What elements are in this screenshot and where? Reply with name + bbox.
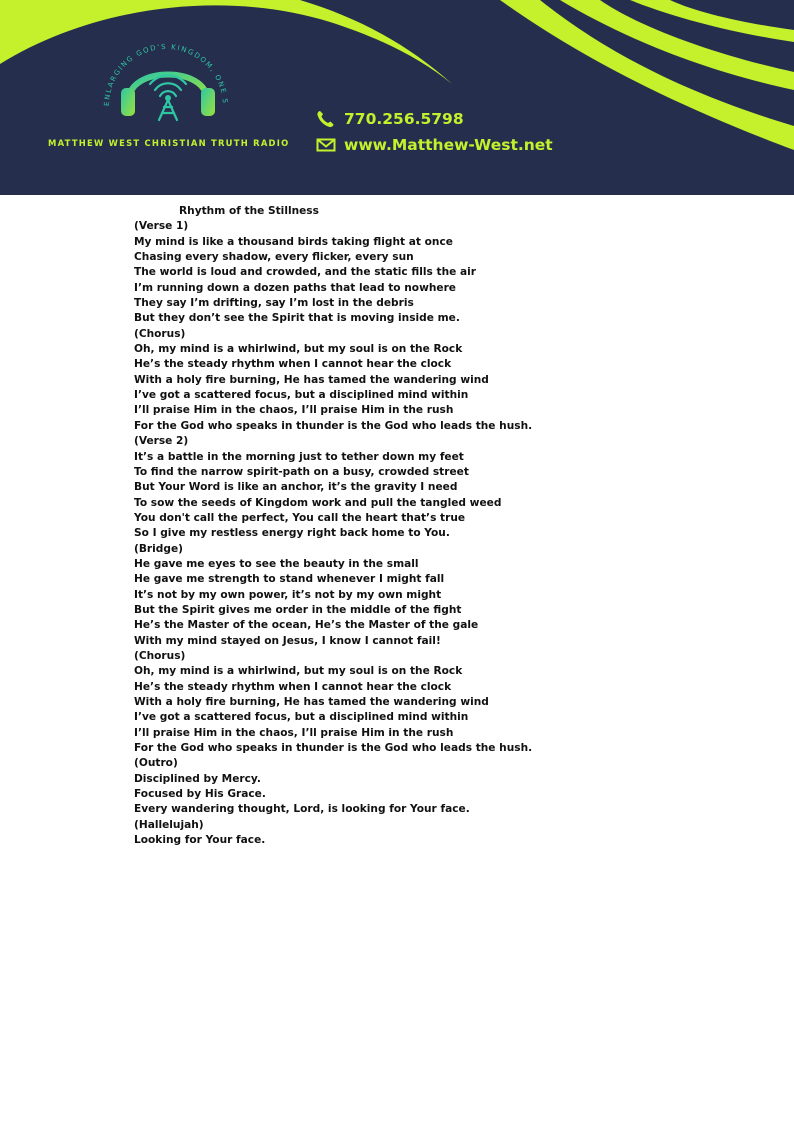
lyric-line: (Chorus): [134, 327, 186, 340]
lyric-line: For the God who speaks in thunder is the God who leads the hush.: [134, 742, 533, 755]
lyric-line: (Bridge): [134, 542, 183, 555]
lyric-line: He’s the steady rhythm when I cannot hear the clock: [134, 680, 452, 693]
website-row: [316, 132, 553, 158]
lyric-line: It’s a battle in the morning just to tether down my feet: [134, 450, 464, 463]
lyric-line: To find the narrow spirit-path on a busy, crowded street: [134, 465, 469, 478]
lyric-line: Disciplined by Mercy.: [134, 772, 261, 785]
song-title: Rhythm of the Stillness: [179, 205, 319, 217]
lyric-line: He’s the Master of the ocean, He’s the Master of the gale: [134, 619, 479, 632]
letterhead-header: [0, 0, 794, 195]
phone-row: [316, 106, 553, 132]
lyric-line: Every wandering thought, Lord, is looking for Your face.: [134, 803, 470, 816]
lyric-line: (Hallelujah): [134, 818, 204, 831]
phone-icon: [316, 110, 336, 128]
lyric-line: (Verse 2): [134, 435, 189, 448]
lyric-line: Oh, my mind is a whirlwind, but my soul is on the Rock: [134, 665, 463, 678]
envelope-icon: [316, 136, 336, 154]
lyric-line: They say I’m drifting, say I’m lost in the debris: [134, 297, 414, 310]
logo-arc-text: ENLARGING GOD'S KINGDOM, ONE S: [102, 42, 230, 107]
lyric-line: He’s the steady rhythm when I cannot hear the clock: [134, 358, 452, 371]
phone-number[interactable]: 770.256.5798: [344, 110, 464, 128]
lyric-line: I’ve got a scattered focus, but a disciplined mind within: [134, 389, 469, 402]
lyric-line: I’m running down a dozen paths that lead to nowhere: [134, 281, 456, 294]
lyric-line: Looking for Your face.: [134, 834, 266, 847]
website-link[interactable]: www.Matthew-West.net: [344, 136, 553, 154]
lyric-line: Oh, my mind is a whirlwind, but my soul is on the Rock: [134, 343, 463, 356]
lyric-line: For the God who speaks in thunder is the God who leads the hush.: [134, 419, 533, 432]
lyric-line: With a holy fire burning, He has tamed the wandering wind: [134, 696, 489, 708]
lyric-line: (Outro): [134, 757, 178, 770]
lyric-line: It’s not by my own power, it’s not by my own might: [134, 588, 442, 601]
lyric-line: But they don’t see the Spirit that is moving inside me.: [134, 312, 460, 325]
lyric-line: I’ll praise Him in the chaos, I’ll praise Him in the rush: [134, 726, 454, 739]
lyric-line: (Verse 1): [134, 220, 189, 233]
lyric-line: I’ll praise Him in the chaos, I’ll praise Him in the rush: [134, 404, 454, 417]
contact-block: [316, 106, 553, 158]
lyric-line: To sow the seeds of Kingdom work and pull the tangled weed: [134, 496, 502, 509]
lyric-line: Focused by His Grace.: [134, 788, 266, 801]
lyric-line: (Chorus): [134, 649, 186, 662]
lyric-line: With my mind stayed on Jesus, I know I cannot fail!: [134, 634, 441, 647]
radio-logo: [95, 28, 245, 143]
lyric-line: The world is loud and crowded, and the static fills the air: [134, 266, 476, 279]
lyric-line: My mind is like a thousand birds taking flight at once: [134, 235, 453, 248]
lyric-lines: [134, 219, 532, 848]
song-lyrics: [134, 204, 532, 848]
lyric-line: But the Spirit gives me order in the middle of the fight: [134, 603, 462, 616]
lyric-line: He gave me eyes to see the beauty in the small: [134, 557, 419, 570]
lyric-line: He gave me strength to stand whenever I might fall: [134, 573, 445, 586]
lyric-line: With a holy fire burning, He has tamed the wandering wind: [134, 373, 489, 386]
lyric-line: I’ve got a scattered focus, but a disciplined mind within: [134, 711, 469, 724]
lyric-line: So I give my restless energy right back home to You.: [134, 527, 450, 540]
lyric-line: You don't call the perfect, You call the heart that’s true: [134, 511, 466, 524]
lyric-line: Chasing every shadow, every flicker, every sun: [134, 251, 414, 264]
brand-name: MATTHEW WEST CHRISTIAN TRUTH RADIO: [48, 138, 290, 148]
lyric-line: But Your Word is like an anchor, it’s the gravity I need: [134, 481, 458, 494]
